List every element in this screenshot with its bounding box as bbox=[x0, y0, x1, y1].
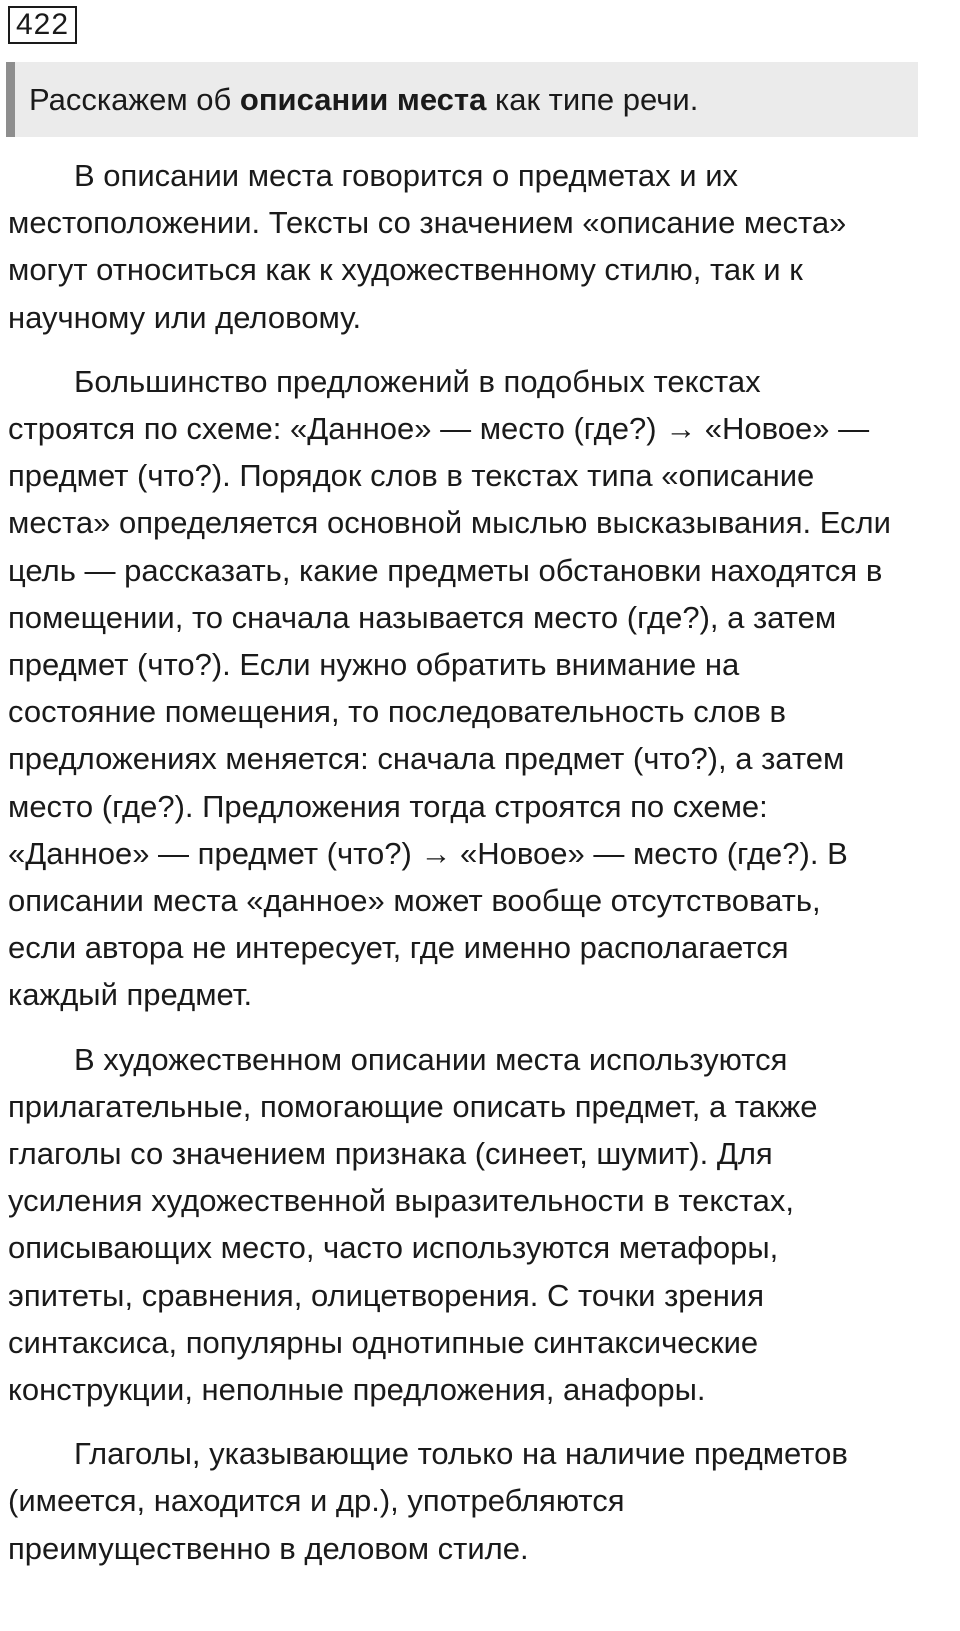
text-line: «Данное» — предмет (что?) → «Новое» — место (где?). В bbox=[8, 835, 848, 871]
text-line: состояние помещения, то последовательность слов в bbox=[8, 694, 786, 730]
topic-text-before: Расскажем об bbox=[29, 81, 240, 117]
text-line: предмет (что?). Если нужно обратить внимание на bbox=[8, 647, 740, 683]
text-line: предложениях меняется: сначала предмет (что?), а затем bbox=[8, 741, 845, 777]
text-line: преимущественно в деловом стиле. bbox=[8, 1530, 529, 1566]
topic-text-after: как типе речи. bbox=[486, 81, 699, 117]
text-line: строятся по схеме: «Данное» — место (где?) → «Новое» — bbox=[8, 411, 870, 447]
text-line: эпитеты, сравнения, олицетворения. С точки зрения bbox=[8, 1277, 764, 1313]
task-number-box: 422 bbox=[8, 6, 77, 44]
text-line: если автора не интересует, где именно располагается bbox=[8, 930, 789, 966]
text-line: глаголы со значением признака (синеет, шумит). Для bbox=[8, 1136, 773, 1172]
text-line: местоположении. Тексты со значением «описание места» bbox=[8, 205, 847, 241]
text-line: (имеется, находится и др.), употребляются bbox=[8, 1483, 625, 1519]
paragraph bbox=[8, 152, 920, 341]
text-line: конструкции, неполные предложения, анафоры. bbox=[8, 1372, 706, 1408]
text-line: описании места «данное» может вообще отсутствовать, bbox=[8, 883, 821, 919]
text-line: научному или деловому. bbox=[8, 299, 362, 335]
text-line: описывающих место, часто используются метафоры, bbox=[8, 1230, 779, 1266]
text-line: синтаксиса, популярны однотипные синтаксические bbox=[8, 1324, 759, 1360]
text-line: Большинство предложений в подобных текстах bbox=[74, 363, 761, 399]
text-line: предмет (что?). Порядок слов в текстах типа «описание bbox=[8, 458, 815, 494]
paragraph bbox=[8, 1430, 920, 1572]
text-line: каждый предмет. bbox=[8, 977, 253, 1013]
text-line: место (где?). Предложения тогда строятся по схеме: bbox=[8, 788, 768, 824]
text-line: цель — рассказать, какие предметы обстановки находятся в bbox=[8, 552, 883, 588]
paragraph bbox=[8, 358, 920, 1019]
paragraph bbox=[8, 1036, 920, 1414]
text-line: усиления художественной выразительности в текстах, bbox=[8, 1183, 795, 1219]
body-text bbox=[8, 152, 920, 1589]
text-line: прилагательные, помогающие описать предмет, а также bbox=[8, 1088, 818, 1124]
text-line: Глаголы, указывающие только на наличие предметов bbox=[74, 1436, 848, 1472]
text-line: помещении, то сначала называется место (где?), а затем bbox=[8, 599, 837, 635]
topic-text-bold: описании места bbox=[239, 81, 487, 117]
text-line: В художественном описании места используются bbox=[74, 1041, 788, 1077]
text-line: могут относиться как к художественному стилю, так и к bbox=[8, 252, 803, 288]
topic-banner bbox=[6, 62, 918, 137]
text-line: места» определяется основной мыслью высказывания. Если bbox=[8, 505, 891, 541]
text-line: В описании места говорится о предметах и их bbox=[74, 158, 739, 193]
